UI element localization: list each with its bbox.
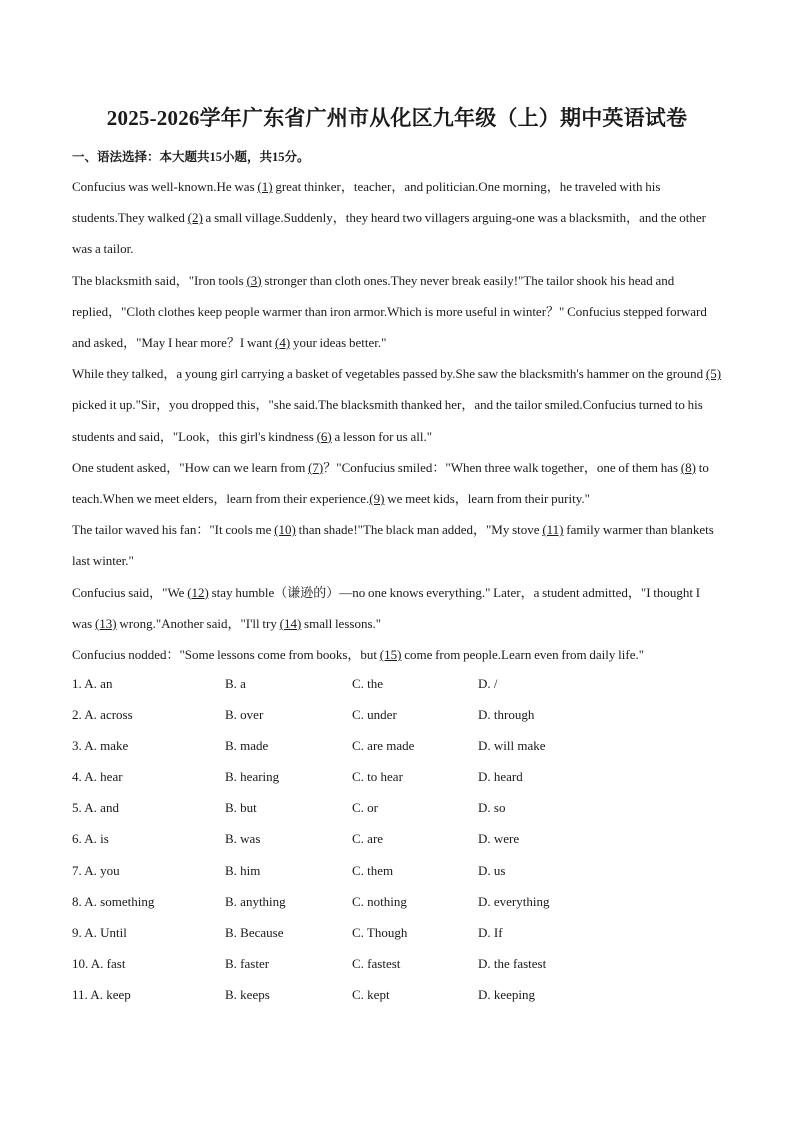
blank-6: (6) bbox=[316, 428, 332, 444]
question-row bbox=[72, 985, 722, 1016]
option-a: 11. A. keep bbox=[72, 986, 131, 1002]
option-b: B. hearing bbox=[225, 769, 280, 785]
blank-1: (1) bbox=[257, 179, 273, 194]
option-d: D. keeping bbox=[478, 986, 536, 1002]
option-d: D. through bbox=[478, 707, 535, 723]
option-c: C. fastest bbox=[352, 955, 401, 971]
passage-paragraph: One student asked，"How can we learn from (7)？"Confucius smiled："When three walk together，one of them has (8) to teach.When we meet elders，learn from their experience.(9) we meet kids，learn from their purity." bbox=[72, 459, 709, 507]
blank-15: (15) bbox=[379, 647, 402, 663]
question-row bbox=[72, 861, 722, 892]
option-a: 7. A. you bbox=[72, 862, 120, 878]
option-d: D. If bbox=[478, 924, 503, 940]
option-a: 9. A. Until bbox=[72, 924, 127, 940]
option-b: B. was bbox=[225, 831, 261, 847]
question-row bbox=[72, 674, 722, 705]
option-b: B. a bbox=[225, 676, 246, 691]
blank-10: (10) bbox=[274, 522, 296, 538]
blank-5: (5) bbox=[705, 366, 722, 382]
question-row bbox=[72, 767, 722, 798]
question-row bbox=[72, 736, 722, 767]
option-d: D. will make bbox=[478, 738, 546, 754]
option-a: 1. A. an bbox=[72, 676, 113, 691]
option-b: B. anything bbox=[225, 893, 286, 909]
blank-9: (9) bbox=[369, 491, 385, 507]
option-c: C. are made bbox=[352, 738, 415, 754]
question-row bbox=[72, 798, 722, 829]
blank-4: (4) bbox=[275, 335, 291, 351]
blank-3: (3) bbox=[246, 272, 262, 288]
question-row bbox=[72, 892, 722, 923]
option-d: D. everything bbox=[478, 893, 550, 909]
option-b: B. made bbox=[225, 738, 269, 754]
blank-11: (11) bbox=[542, 522, 564, 538]
question-row bbox=[72, 705, 722, 736]
blank-7: (7) bbox=[308, 459, 324, 475]
passage-paragraph: Confucius was well-known.He was (1) great thinker，teacher，and politician.One morning，he traveled with his students.They walked (2) a small village.Suddenly，they heard two villagers arguing-one was a blacksmith，and the other was a tailor. bbox=[72, 179, 706, 257]
option-a: 5. A. and bbox=[72, 800, 119, 816]
option-c: C. under bbox=[352, 707, 397, 723]
blank-2: (2) bbox=[187, 210, 203, 226]
option-b: B. him bbox=[225, 862, 261, 878]
option-b: B. Because bbox=[225, 924, 284, 940]
option-c: C. or bbox=[352, 800, 378, 816]
section-heading: 一、语法选择：本大题共15小题，共15分。 bbox=[72, 150, 310, 164]
option-a: 4. A. hear bbox=[72, 769, 123, 785]
option-c: C. them bbox=[352, 862, 394, 878]
option-c: C. nothing bbox=[352, 893, 407, 909]
question-row bbox=[72, 954, 722, 985]
option-c: C. the bbox=[352, 676, 384, 691]
option-c: C. kept bbox=[352, 986, 390, 1002]
question-list bbox=[72, 674, 722, 1016]
option-d: D. / bbox=[478, 676, 498, 691]
option-b: B. over bbox=[225, 707, 264, 723]
option-c: C. Though bbox=[352, 924, 408, 940]
passage-paragraph: Confucius said，"We (12) stay humble（谦逊的）—no one knows everything." Later，a student admitted，"I thought I was (13) wrong."Another said，"I'll try (14) small lessons." bbox=[72, 584, 701, 631]
option-d: D. the fastest bbox=[478, 955, 547, 971]
question-row bbox=[72, 829, 722, 860]
blank-14: (14) bbox=[279, 615, 302, 631]
reading-passage bbox=[72, 171, 722, 670]
blank-12: (12) bbox=[187, 584, 209, 600]
option-b: B. but bbox=[225, 800, 257, 816]
passage-paragraph: The blacksmith said，"Iron tools (3) stronger than cloth ones.They never break easily!"The tailor shook his head and replied，"Cloth clothes keep people warmer than iron armor.Which is more useful in winter？" Confucius stepped forward and asked，"May I hear more？I want (4) your ideas better." bbox=[72, 272, 707, 351]
option-a: 3. A. make bbox=[72, 738, 129, 754]
option-a: 6. A. is bbox=[72, 831, 109, 847]
option-d: D. so bbox=[478, 800, 506, 816]
option-c: C. to hear bbox=[352, 769, 403, 785]
option-d: D. heard bbox=[478, 769, 523, 785]
option-d: D. were bbox=[478, 831, 520, 847]
passage-paragraph: Confucius nodded："Some lessons come from books，but (15) come from people.Learn even from daily life." bbox=[72, 647, 645, 663]
blank-13: (13) bbox=[94, 615, 117, 631]
option-a: 10. A. fast bbox=[72, 955, 126, 971]
option-b: B. keeps bbox=[225, 986, 270, 1002]
blank-8: (8) bbox=[680, 459, 696, 475]
passage-paragraph: While they talked，a young girl carrying a basket of vegetables passed by.She saw the blacksmith's hammer on the ground (5) picked it up."Sir，you dropped this，"she said.The blacksmith thanked her，and the tailor smiled.Confucius turned to his students and said，"Look，this girl's kindness (6) a lesson for us all." bbox=[72, 366, 722, 444]
option-a: 8. A. something bbox=[72, 893, 155, 909]
passage-paragraph: The tailor waved his fan："It cools me (10) than shade!"The black man added，"My stove (11) family warmer than blankets last winter." bbox=[72, 522, 714, 569]
option-a: 2. A. across bbox=[72, 707, 133, 723]
option-c: C. are bbox=[352, 831, 384, 847]
option-d: D. us bbox=[478, 862, 506, 878]
exam-title: 2025-2026学年广东省广州市从化区九年级（上）期中英语试卷 bbox=[106, 106, 688, 130]
option-b: B. faster bbox=[225, 955, 270, 971]
question-row bbox=[72, 923, 722, 954]
